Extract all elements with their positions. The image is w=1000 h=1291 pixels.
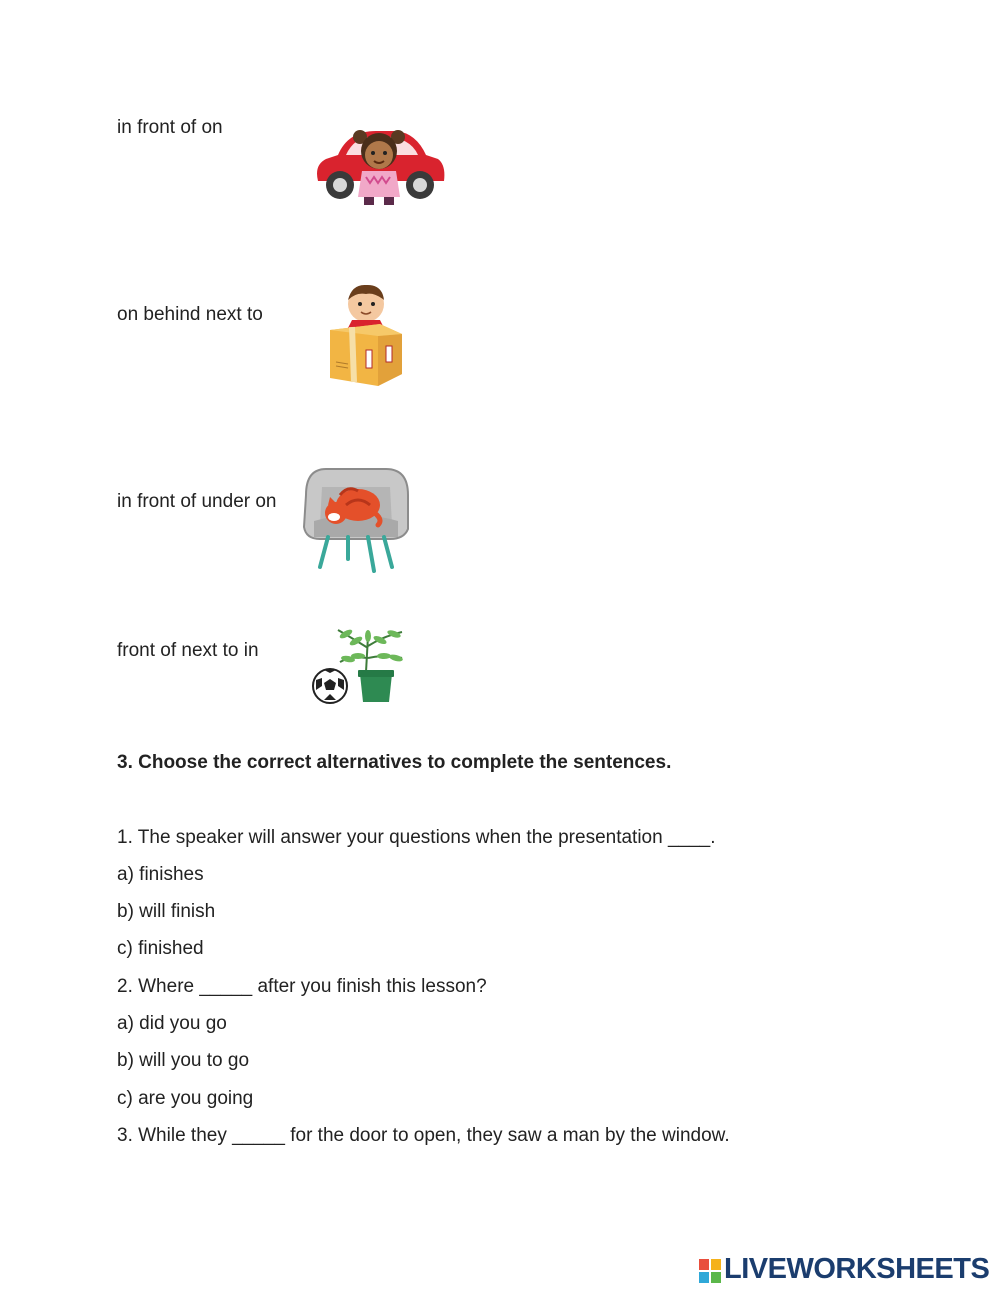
question-3: 3. While they _____ for the door to open, they saw a man by the window. [117,1125,730,1146]
item-4-options: front of next to in [117,640,259,661]
item-1-options: in front of on [117,117,223,138]
question-1-option-b: b) will finish [117,901,216,922]
question-1-option-a: a) finishes [117,864,204,885]
item-2-options: on behind next to [117,304,263,325]
chair-cat-picture [300,465,412,573]
question-1: 1. The speaker will answer your questions when the presentation ____. [117,827,716,848]
box-boy-picture [328,284,406,388]
liveworksheets-logo-icon [699,1259,721,1283]
ball-plant-picture [312,628,408,706]
question-2-option-b: b) will you to go [117,1050,250,1071]
item-3-options: in front of under on [117,491,277,512]
liveworksheets-logo-text: LIVEWORKSHEETS [724,1253,990,1285]
exercise-3-heading: 3. Choose the correct alternatives to complete the sentences. [117,752,672,773]
car-girl-picture [312,125,448,207]
question-2-option-c: c) are you going [117,1088,254,1109]
question-1-option-c: c) finished [117,938,204,959]
question-2: 2. Where _____ after you finish this lesson? [117,976,487,997]
question-2-option-a: a) did you go [117,1013,227,1034]
